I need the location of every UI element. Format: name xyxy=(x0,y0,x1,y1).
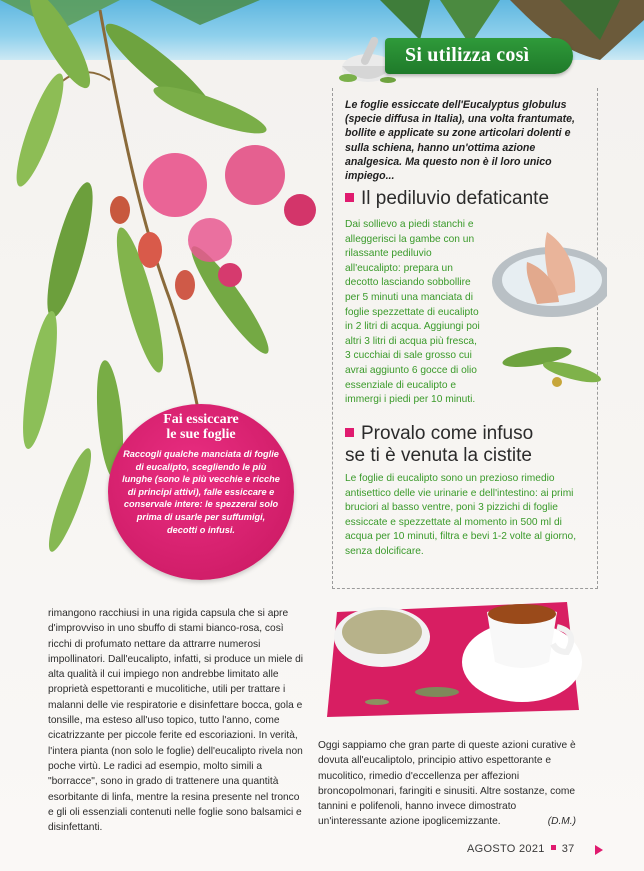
page-number: 37 xyxy=(561,843,575,855)
bullet-square-icon xyxy=(345,193,354,202)
tip-title-line1: Fai essiccare xyxy=(163,412,239,427)
body-text-right xyxy=(318,738,580,830)
section1-title: Il pediluvio defaticante xyxy=(361,188,550,209)
footer-month: AGOSTO 2021 xyxy=(467,843,545,855)
section1-heading xyxy=(345,188,549,210)
section-header-title: Si utilizza così xyxy=(405,44,530,66)
tip-text: Raccogli qualche manciata di foglie di eucalipto, scegliendo le più lunghe (sono le più vecchie e ricche di principi attivi), falle essiccare e conservale intere: le spezzerai solo prima di usarle per suffumigi, decotti o infusi. xyxy=(122,449,280,535)
body-text-left: rimangono racchiusi in una rigida capsula che si apre d'improvviso in uno sbuffo di stami bianco-rosa, così ricchi di profumato nettare da attrarre numerosi impollinatori. Dall'eucalipto, infatti, si produce un miele di alta qualità il cui impiego non andrebbe limitato alle proprietà espettoranti e mucolitiche, utili per trattare i malanni delle vie respiratorie e disinfettare bocca, gola e tonsille, ma esteso all'uso topico, tutto l'anno, come cicatrizzante per piccole ferite ed escoriazioni. In verità, l'intera pianta (non solo le foglie) dell'eucalipto rivela non poche virtù. Le radici ad esempio, molto simili a "borracce", sono in grado di trattenere una quantità esorbitante di linfa, mentre la resina presente nel tronco e gli oli essenziali contenuti nelle foglie sono balsamici e disinfettanti. xyxy=(48,608,304,834)
next-page-arrow-icon xyxy=(595,845,603,855)
tip-title xyxy=(108,412,294,442)
tip-circle xyxy=(108,404,294,580)
section2-heading xyxy=(345,423,533,467)
section2-text: Le foglie di eucalipto sono un prezioso rimedio antisettico delle vie urinarie e dell'intestino: ai primi bruciori al basso ventre, poni 3 pizzichi di foglie essiccate e spezzettate al momento in 500 ml di acqua per 10 minuti, filtra e bevi 1-2 volte al giorno, senza dolcificare. xyxy=(345,473,577,557)
tea-tray-image xyxy=(317,592,587,722)
section-header-ribbon xyxy=(385,38,573,74)
author-signature: (D.M.) xyxy=(547,816,576,828)
footer-separator-icon xyxy=(551,845,556,850)
tip-title-line2: le sue foglie xyxy=(166,427,236,442)
section2-title-line1: Provalo come infuso xyxy=(361,423,534,444)
section1-text: Dai sollievo a piedi stanchi e alleggerisci la gambe con un rilassante pediluvio all'eucalipto: prepara un decotto lasciando sobbollire per 5 minuti una manciata di foglie spezzettate di eucalipto in 2 litri di acqua. Aggiungi poi altri 3 litri di acqua più fresca, 3 cucchiai di sale grosso cui avrai aggiunto 6 gocce di olio essenziale di eucalipto e immergi i piedi per 10 minuti. xyxy=(345,219,480,406)
page-footer xyxy=(467,843,575,855)
body-text-right-content: Oggi sappiamo che gran parte di queste azioni curative è dovuta all'eucaliptolo, principio attivo espettorante e mucolitico, rimedio d'eccellenza per affezioni broncopolmonari, faringiti e sinusiti. Altre sostanze, come tannini e polifenoli, hanno invece dimostrato un'interessante azione ipoglicemizzante. xyxy=(318,740,576,828)
section2-title-line2: se ti è venuta la cistite xyxy=(345,445,532,466)
foot-bath-image xyxy=(487,222,607,402)
bullet-square-icon xyxy=(345,428,354,437)
intro-paragraph: Le foglie essiccate dell'Eucalyptus globulus (specie diffusa in Italia), una volta frantumate, bollite e applicate su zone articolari dolenti e sulla schiena, hanno un'ottima azione analgesica. Ma questo non è il loro unico impiego... xyxy=(345,99,575,183)
